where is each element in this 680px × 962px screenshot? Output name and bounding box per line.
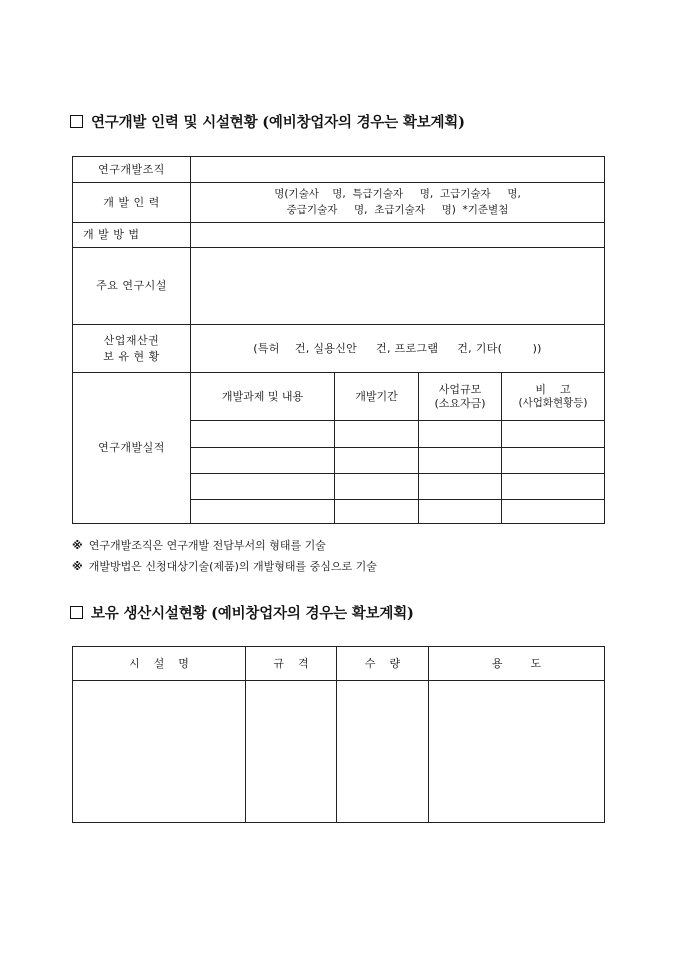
section2-heading: [70, 602, 414, 623]
note-mark: ※: [72, 539, 83, 552]
facility-cell[interactable]: [429, 681, 605, 823]
ip-label-line-1: 산업재산권: [103, 333, 160, 347]
facility-cell[interactable]: [246, 681, 337, 823]
method-value[interactable]: [191, 223, 605, 248]
perf-cell[interactable]: [502, 448, 605, 474]
rnd-table: [72, 156, 605, 524]
note-2: [72, 558, 377, 574]
perf-cell[interactable]: [419, 474, 502, 500]
perf-label: 연구개발실적: [73, 373, 191, 524]
personnel-label: 개 발 인 력: [73, 183, 191, 223]
section2-title: 보유 생산시설현황 (예비창업자의 경우는 확보계획): [91, 605, 414, 622]
header-spec: 규 격: [246, 647, 337, 681]
section1-title: 연구개발 인력 및 시설현황 (예비창업자의 경우는 확보계획): [91, 114, 465, 131]
note-text: 연구개발조직은 연구개발 전담부서의 형태를 기술: [88, 539, 326, 552]
header-use: 용 도: [429, 647, 605, 681]
perf-cell[interactable]: [502, 421, 605, 448]
perf-cell[interactable]: [335, 448, 419, 474]
note-1: [72, 537, 326, 553]
perf-cell[interactable]: [419, 448, 502, 474]
perf-cell[interactable]: [419, 500, 502, 524]
header-qty: 수 량: [337, 647, 429, 681]
perf-cell[interactable]: [335, 500, 419, 524]
production-table: [72, 646, 605, 823]
perf-cell[interactable]: [502, 474, 605, 500]
note-text: 개발방법은 신청대상기술(제품)의 개발형태를 중심으로 기술: [88, 560, 377, 573]
perf-cell[interactable]: [335, 474, 419, 500]
personnel-line-2: 중급기술자 명, 초급기술자 명) *기준별첨: [286, 203, 509, 216]
perf-header-period: 개발기간: [335, 373, 419, 421]
section1-heading: [70, 111, 465, 132]
perf-header-scale: [419, 373, 502, 421]
header-facility-name: 시 설 명: [73, 647, 246, 681]
facility-cell[interactable]: [73, 681, 246, 823]
org-label: 연구개발조직: [73, 157, 191, 183]
personnel-value[interactable]: [191, 183, 605, 223]
facility-label: 주요 연구시설: [73, 248, 191, 325]
personnel-line-1: 명(기술사 명, 특급기술자 명, 고급기술자 명,: [274, 188, 521, 201]
facility-value[interactable]: [191, 248, 605, 325]
perf-cell[interactable]: [502, 500, 605, 524]
perf-cell[interactable]: [419, 421, 502, 448]
ip-label-line-2: 보 유 현 황: [103, 349, 160, 363]
perf-header-task: 개발과제 및 내용: [191, 373, 335, 421]
perf-cell[interactable]: [191, 500, 335, 524]
perf-header-note-line-1: 비 고: [535, 383, 571, 397]
ip-label: [73, 325, 191, 373]
org-value[interactable]: [191, 157, 605, 183]
perf-cell[interactable]: [191, 421, 335, 448]
perf-cell[interactable]: [191, 448, 335, 474]
note-mark: ※: [72, 560, 83, 573]
perf-cell[interactable]: [335, 421, 419, 448]
facility-cell[interactable]: [337, 681, 429, 823]
method-label: 개 발 방 법: [73, 223, 191, 248]
checkbox-square-icon: [70, 115, 83, 128]
checkbox-square-icon: [70, 606, 83, 619]
perf-header-scale-line-1: 사업규모: [438, 382, 482, 396]
perf-header-note: [502, 373, 605, 421]
ip-value[interactable]: (특허 건, 실용신안 건, 프로그램 건, 기타( )): [191, 325, 605, 373]
perf-header-scale-line-2: (소요자금): [434, 396, 486, 410]
perf-header-note-line-2: (사업화현황등): [518, 396, 588, 409]
perf-cell[interactable]: [191, 474, 335, 500]
